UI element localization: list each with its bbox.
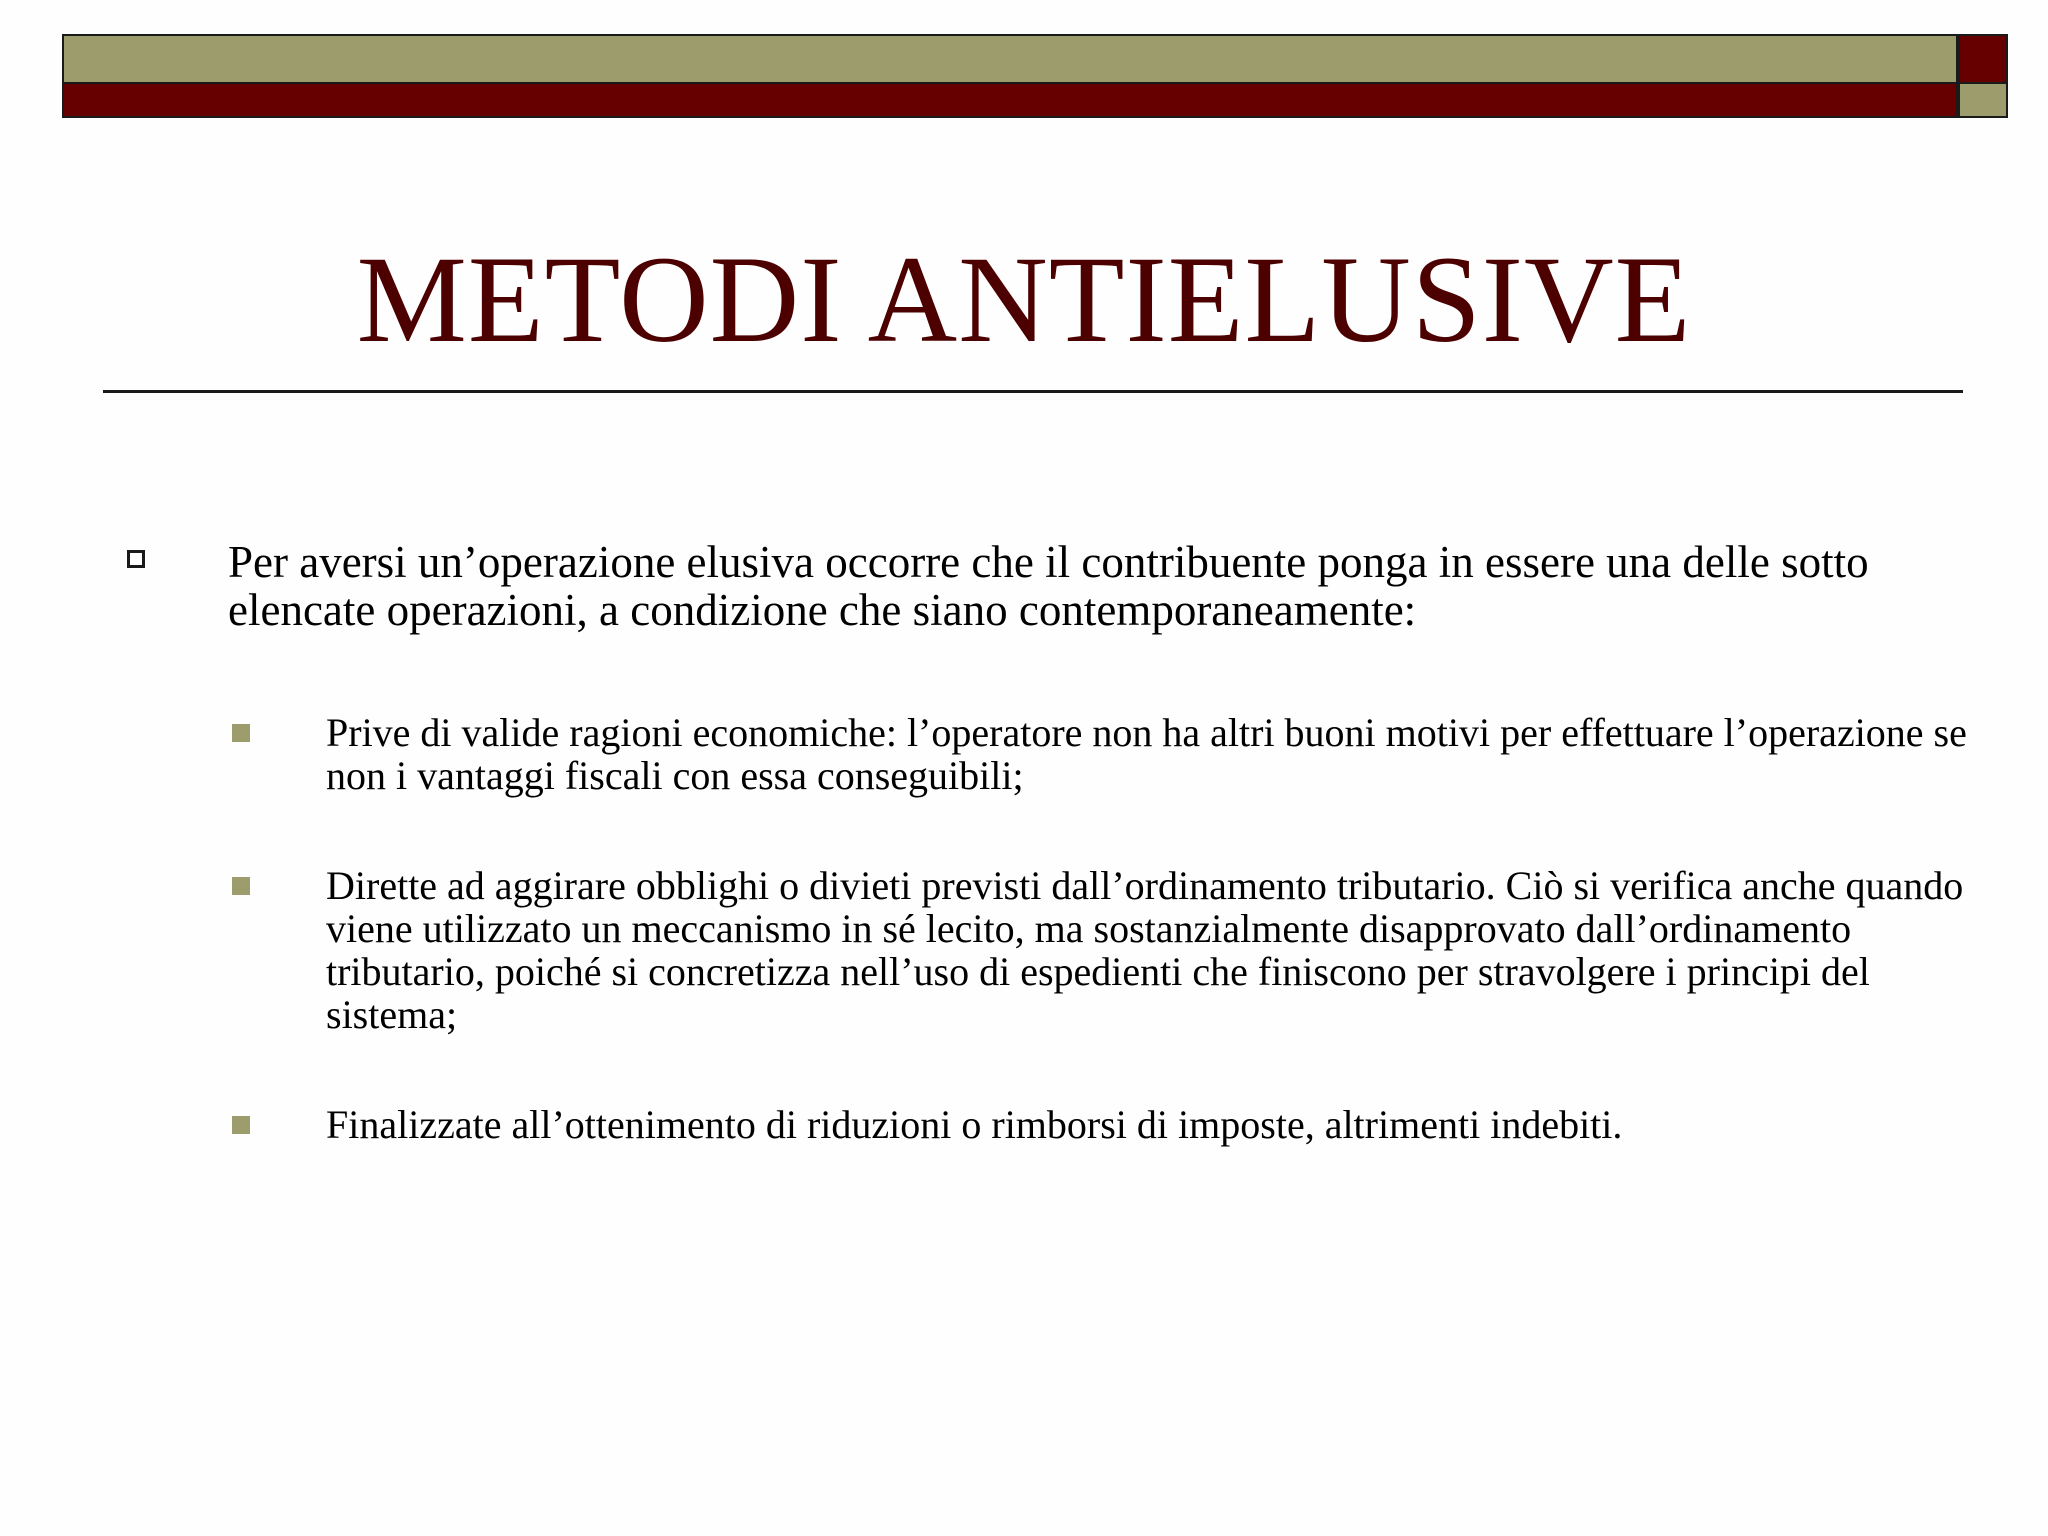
olive-square-bullet-icon (232, 1116, 250, 1134)
header-red-bar (62, 84, 1958, 118)
olive-square-bullet-icon (232, 877, 250, 895)
title-divider (103, 390, 1963, 393)
sub-point-text: Dirette ad aggirare obblighi o divieti previsti dall’ordinamento tributario. Ciò si verifica anche quando viene utilizzato un meccanismo in sé lecito, ma sostanzialmente disapprovato dall’ordinamento tributario, poiché si concretizza nell’uso di espedienti che finiscono per stravolgere i principi del sistema; (326, 863, 1964, 1037)
slide-title: METODI ANTIELUSIVE (356, 231, 1692, 368)
sub-point-text: Prive di valide ragioni economiche: l’operatore non ha altri buoni motivi per effettuare l’operazione se non i vantaggi fiscali con essa conseguibili; (326, 710, 1967, 798)
header-corner-red-block (1958, 34, 2008, 84)
hollow-square-bullet-icon (127, 550, 145, 568)
main-point-text: Per aversi un’operazione elusiva occorre che il contribuente ponga in essere una delle sotto elencate operazioni, a condizione che siano contemporaneamente: (228, 537, 1869, 635)
header-olive-bar (62, 34, 1958, 84)
olive-square-bullet-icon (232, 724, 250, 742)
header-corner-olive-block (1958, 84, 2008, 118)
sub-point-text: Finalizzate all’ottenimento di riduzioni o rimborsi di imposte, altrimenti indebiti. (326, 1102, 1623, 1147)
